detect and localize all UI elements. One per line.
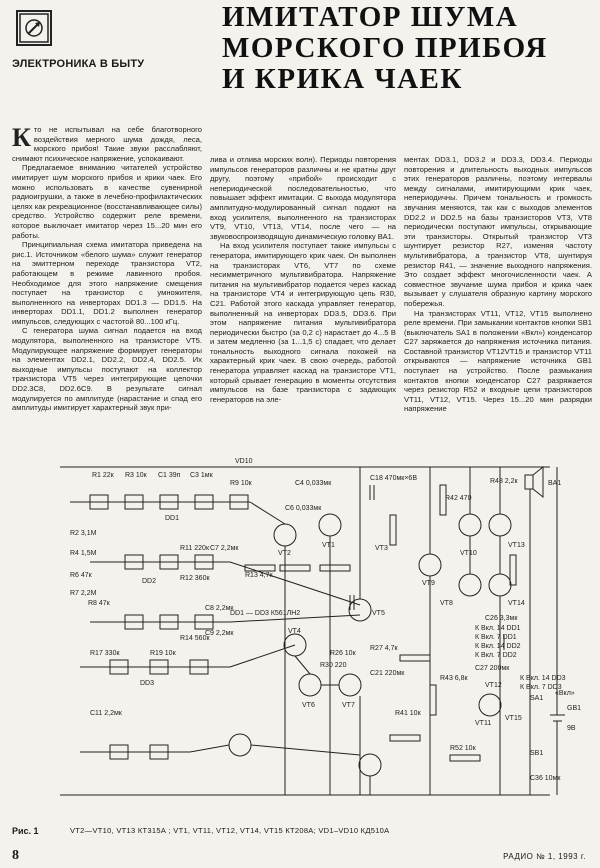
text-column-2 — [210, 155, 396, 404]
component-label: R3 10к — [125, 472, 147, 479]
component-label: VT15 — [505, 715, 522, 722]
component-label: К Вкл. 7 DD2 — [475, 652, 517, 659]
component-label: GB1 — [567, 705, 582, 712]
component-label: К Вкл. 7 DD3 — [520, 684, 562, 691]
component-label: R11 220к — [180, 545, 210, 552]
title-line-3: И КРИКА ЧАЕК — [222, 63, 463, 95]
component-label: R2 3,1М — [70, 530, 97, 537]
component-label: К Вкл. 7 DD1 — [475, 634, 517, 641]
component-label: C6 0,033мк — [285, 505, 322, 512]
component-label: C7 2,2мк — [210, 545, 239, 552]
component-label: SB1 — [530, 750, 544, 757]
component-label: К Вкл. 14 DD3 — [520, 675, 566, 682]
component-label: 9В — [567, 725, 576, 732]
text-column-3 — [404, 155, 592, 414]
component-label: VT1 — [322, 542, 335, 549]
figure-caption: VT2—VT10, VT13 КТ315А ; VT1, VT11, VT12, VT14, VT15 КТ208А; VD1–VD10 КД510А — [70, 826, 390, 835]
component-label: R12 360к — [180, 575, 210, 582]
component-label: R13 4,7к — [245, 572, 273, 579]
paragraph: На вход усилителя поступает также импульсы с генератора, имитирующего крик чаек. Он выполнен на транзисторах VT6, VT7 по схеме несимметричного мультивибратора. Напряжение питания на мультивибратор подается через каскад на транзисторе VT4 и интегрирующую цепь R30, C21. Работой этого каскада управляет генератор, выполненный на инверторах DD3.5, DD3.6. При этом напряжение питания мультивибратора периодически быстро (за 0,2 с) нарастает до 4...5 В и затем медленно (за 1...1,5 с) спадает, что делает тональность выходного сигнала похожей на характерный крик чаек. В свою очередь, работой генератора управляет каскад на транзисторе VT1, который срывает генерацию в моменты отсутствия импульсов на базе транзистора с задающих генераторов на эле- — [210, 241, 396, 404]
component-label: BA1 — [548, 480, 562, 487]
paragraph: Предлагаемое вниманию читателей устройство имитирует шум морского прибоя и крики чаек. Его можно использовать в качестве сувенирной радиоигрушки, а также в лечебно-профилактических целях как рекреационное (восстанавливающее силы) средство. Устройство содержит реле времени, которое выключает имитатор через 15...20 мин его работы. — [12, 163, 202, 240]
component-label: VT9 — [422, 580, 435, 587]
component-label: VT3 — [375, 545, 388, 552]
component-label: R48 2,2к — [490, 478, 518, 485]
component-label: DD1 — [165, 515, 180, 522]
component-label: VT2 — [278, 550, 291, 557]
text-column-1 — [12, 125, 202, 413]
component-label: C26 3,3мк — [485, 615, 518, 622]
component-label: VT10 — [460, 550, 477, 557]
component-label: DD2 — [142, 578, 157, 585]
component-label: DD3 — [140, 680, 155, 687]
drop-cap: К — [12, 123, 31, 152]
component-label: R9 10к — [230, 480, 252, 487]
component-label: VT7 — [342, 702, 355, 709]
component-label: SA1 — [530, 695, 544, 702]
component-label: C18 470мк×6В — [370, 475, 417, 482]
component-label: C11 2,2мк — [90, 710, 122, 717]
component-label: DD1 — DD3 К561ЛН2 — [230, 610, 301, 617]
component-label: VT4 — [288, 628, 301, 635]
component-label: VT6 — [302, 702, 315, 709]
component-label: C21 220мк — [370, 670, 405, 677]
component-label: C8 2,2мк — [205, 605, 234, 612]
component-label: R30 220 — [320, 662, 347, 669]
page-number: 8 — [12, 848, 19, 863]
component-label: C3 1мк — [190, 472, 213, 479]
component-label: VD10 — [235, 458, 253, 465]
component-label: R19 10к — [150, 650, 176, 657]
component-label: R42 470 — [445, 495, 472, 502]
component-label: VT8 — [440, 600, 453, 607]
paragraph: Принципиальная схема имитатора приведена на рис.1. Источником «белого шума» служит генератор на эмиттерном переходе транзистора VT2, работающем в режиме лавинного пробоя. Необходимое для этого напряжение смещения поступает на транзистор с умножителя, выполненного на инверторах DD1.3 — DD1.5. На инверторах DD1.1, DD1.2 выполнен генератор импульсов, следующих с частотой 80...100 кГц. — [12, 240, 202, 326]
paragraph: Кто не испытывал на себе благотворного воздействия мерного шума дождя, леса, морского прибоя! Такие звуки расслабляют, снимают психическое напряжение, успокаивают. — [12, 123, 202, 163]
component-label: R4 1,5М — [70, 550, 97, 557]
component-label: R17 330к — [90, 650, 120, 657]
component-label: С36 10мк — [530, 775, 561, 782]
component-label: VT14 — [508, 600, 525, 607]
component-label: VT13 — [508, 542, 525, 549]
article-title — [222, 2, 594, 95]
component-label: C9 2,2мк — [205, 630, 234, 637]
component-label: R7 2,2М — [70, 590, 97, 597]
component-label: К Вкл. 14 DD2 — [475, 643, 521, 650]
paragraph: На транзисторах VT11, VT12, VT15 выполнено реле времени. При замыкании контактов кнопки SB1 (выключатель SA1 в положении «Вкл») конденсатор C27 заряжается до напряжения источника питания. Составной транзистор VT12VT15 и транзистор VT11 открываются — напряжение источника GB1 поступает на устройство. После размыкания контактов кнопки конденсатор C27 разряжается через резистор R52 и входные цепи транзисторов VT11, VT12, VT15. Через 15...20 мин разрядки напряжение — [404, 308, 592, 414]
title-line-1: ИМИТАТОР ШУМА — [222, 1, 519, 33]
circuit-schematic — [30, 455, 585, 825]
component-label: C4 0,033мк — [295, 480, 332, 487]
figure-label: Рис. 1 — [12, 826, 39, 836]
component-label: R14 560к — [180, 635, 210, 642]
component-label: C1 39п — [158, 472, 181, 479]
component-label: R1 22к — [92, 472, 114, 479]
component-label: R27 4,7к — [370, 645, 398, 652]
component-label: R41 10к — [395, 710, 421, 717]
section-heading: ЭЛЕКТРОНИКА В БЫТУ — [12, 58, 145, 70]
paragraph: ментах DD3.1, DD3.2 и DD3.3, DD3.4. Периоды повторения и длительность выходных импульсов этих генераторов различны, поэтому интервалы между сигналами, имитирующими крик чаек, непериодичны. Причем тональность и громкость звучания меняются, так как с выходов элементов DD2.2 и DD2.5 на базы транзисторов VT3, VT8 периодически поступают импульсы, открывающие эти транзисторы. Открытый транзистор VT3 шунтирует резистор R27, изменяя частоту мультивибратора, а транзистор VT8, шунтируя резистор R41, — значение выходного напряжения. Это создает эффект многочисленности чаек. А совместное звучание шума прибоя и крика чаек вызывает у слушателя образную картину морского побережья. — [404, 155, 592, 308]
component-label: R26 10к — [330, 650, 356, 657]
title-line-2: МОРСКОГО ПРИБОЯ — [222, 32, 548, 64]
component-label: VT5 — [372, 610, 385, 617]
component-label: К Вкл. 14 DD1 — [475, 625, 521, 632]
paragraph: лива и отлива морских волн). Периоды повторения импульсов генераторов различны и не кратны друг другу, поэтому «прибой» происходит с непериодической последовательностью, что повышает эффект имитации. С выхода модулятора амплитудно-модулированный сигнал подают на вход усилителя, выполненного на транзисторах VT9, VT10, VT13, VT14, после чего — на звуковоспроизводящую динамическую головку ВА1. — [210, 155, 396, 241]
component-label: C27 200мк — [475, 665, 510, 672]
component-label: R52 10к — [450, 745, 476, 752]
component-label: VT12 — [485, 682, 502, 689]
component-label: VT11 — [475, 720, 492, 727]
component-label: R6 47к — [70, 572, 92, 579]
schematic-labels — [70, 458, 581, 782]
journal-issue: РАДИО № 1, 1993 г. — [503, 852, 586, 861]
component-label: «Вкл» — [555, 690, 575, 697]
component-label: R43 6,8к — [440, 675, 468, 682]
rubric-logo — [16, 10, 52, 46]
component-label: R8 47к — [88, 600, 110, 607]
paragraph: С генератора шума сигнал подается на вход модулятора, выполненного на транзисторе VT5. Модулирующее напряжение формирует генераторы на элементах DD2.1, DD2.2, DD2.4, DD2.5. Их выходные импульсы поступают на коллектор транзистора VT5 через интегрирующие цепочки DD2.3C8, DD2.6C9. В результате сигнал модулируется по амплитуде (нарастание и спад его амплитуды имитирует характерный звук при- — [12, 326, 202, 413]
